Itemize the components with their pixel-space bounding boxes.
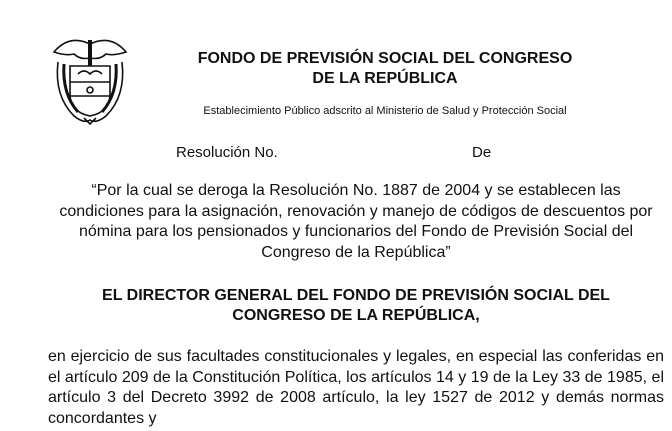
resolution-number-label: Resolución No. [176,144,278,161]
institution-subtitle: Establecimiento Público adscrito al Ministerio de Salud y Protección Social [203,105,567,117]
body-paragraph: en ejercicio de sus facultades constitucionales y legales, en especial las conferidas en el artículo 209 de la Constitución Política, los artículos 14 y 19 de la Ley 33 de 1985, el artículo 3 del Decreto 3992 de 2008 artículo, la ley 1527 de 2012 y demás normas concordantes y [48,348,664,428]
resolution-summary: “Por la cual se deroga la Resolución No. 1887 de 2004 y se establecen las condiciones para la asignación, renovación y manejo de códigos de descuentos por nómina para los pensionados y funcionarios del Fondo de Previsión Social del Congreso de la República” [59,182,653,262]
institution-title-line1: FONDO DE PREVISIÓN SOCIAL DEL CONGRESO [197,50,573,67]
authority-heading [48,286,664,326]
institution-title-line2: DE LA REPÚBLICA [312,70,458,87]
resolution-date-label: De [472,144,492,161]
coat-of-arms-seal [44,32,136,126]
authority-line2: CONGRESO DE LA REPÚBLICA, [232,307,480,324]
authority-line1: EL DIRECTOR GENERAL DEL FONDO DE PREVISIÓN SOCIAL DEL [102,287,610,304]
